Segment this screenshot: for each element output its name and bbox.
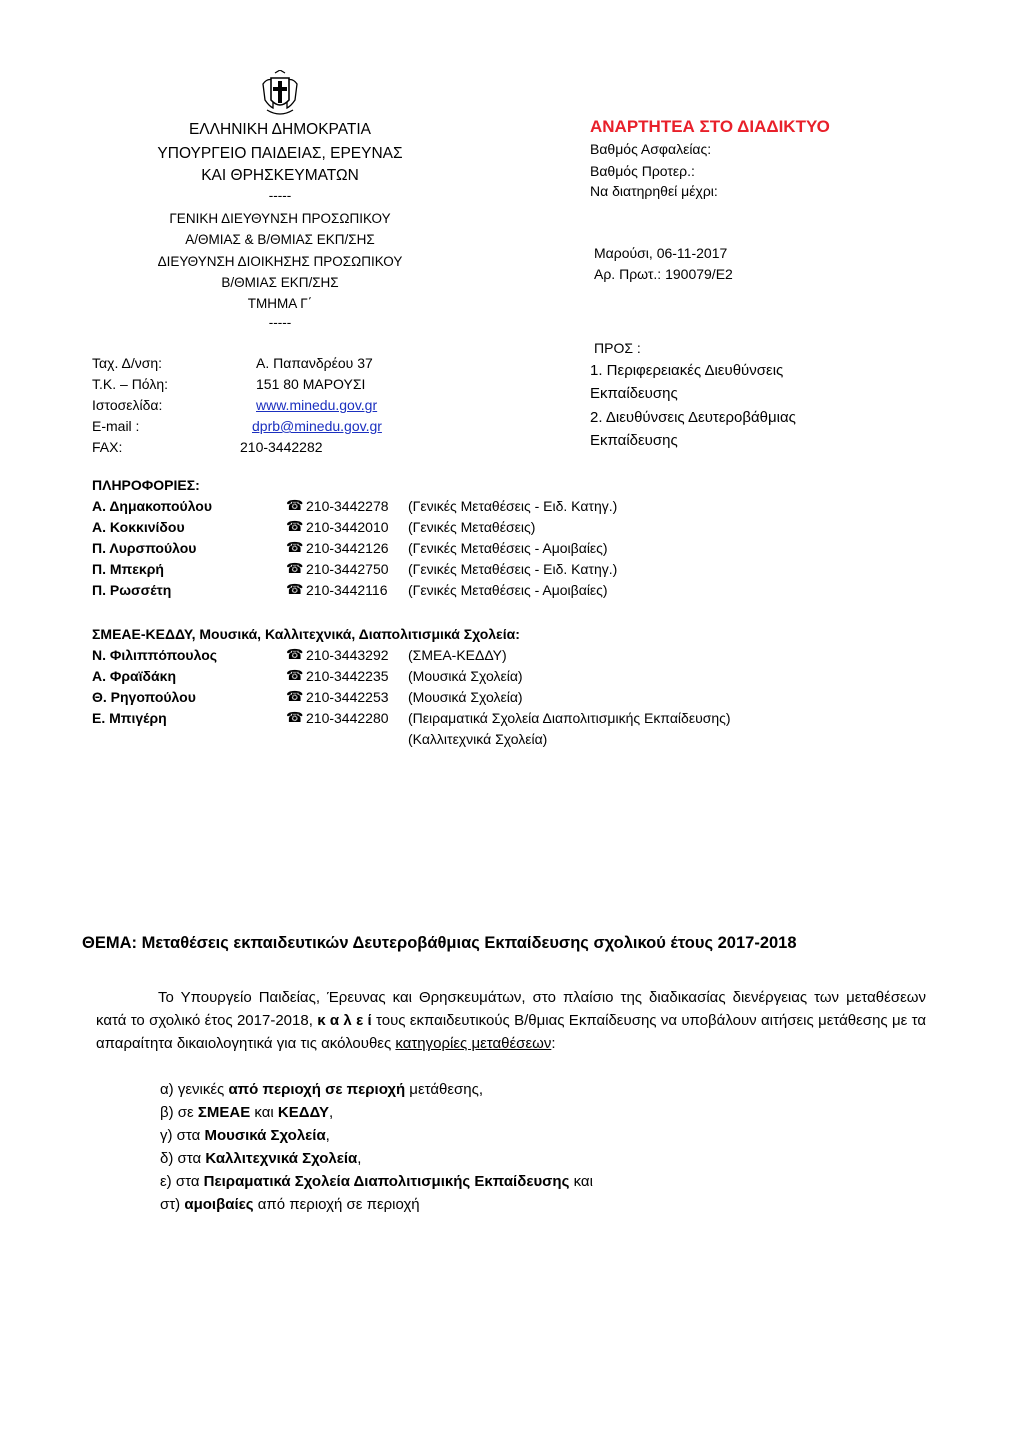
category-middle: και <box>250 1104 278 1121</box>
category-item <box>160 1104 333 1121</box>
contact-phone: 210-3443292 <box>306 647 389 663</box>
category-bold: Πειραματικά Σχολεία Διαπολιτισμικής Εκπαίδευσης <box>203 1173 570 1190</box>
contact-name: Θ. Ρηγοπούλου <box>92 689 196 705</box>
category-item <box>160 1127 330 1144</box>
category-prefix: δ) στα <box>160 1150 206 1167</box>
header-directorate-2: Β/ΘΜΙΑΣ ΕΚΠ/ΣΗΣ <box>221 275 339 290</box>
category-prefix: γ) στα <box>160 1127 205 1144</box>
category-item <box>160 1081 483 1098</box>
telephone-icon: ☎ <box>286 518 304 534</box>
website-label: Ιστοσελίδα: <box>92 397 163 413</box>
contact-name: Π. Μπεκρή <box>92 561 164 577</box>
contact-phone: 210-3442280 <box>306 710 389 726</box>
contact-name: Α. Φραϊδάκη <box>92 668 176 684</box>
category-suffix: , <box>357 1150 362 1167</box>
header-ministry: ΥΠΟΥΡΓΕΙΟ ΠΑΙΔΕΙΑΣ, ΕΡΕΥΝΑΣ <box>157 145 403 162</box>
category-suffix: και <box>569 1173 593 1190</box>
special-schools-heading: ΣΜΕΑΕ-ΚΕΔΔΥ, Μουσικά, Καλλιτεχνικά, Διαπολιτισμικά Σχολεία: <box>92 626 520 642</box>
contact-note: (ΣΜΕΑ-ΚΕΔΔΥ) <box>408 647 507 663</box>
telephone-icon: ☎ <box>286 709 304 725</box>
recipient-2-cont: Εκπαίδευσης <box>590 432 678 449</box>
header-separator-2: ----- <box>268 315 292 330</box>
telephone-icon: ☎ <box>286 539 304 555</box>
contact-phone: 210-3442116 <box>306 582 388 598</box>
publish-online-title: ΑΝΑΡΤΗΤΕΑ ΣΤΟ ΔΙΑΔΙΚΤΥΟ <box>590 117 830 136</box>
category-bold: ΣΜΕΑΕ <box>197 1104 251 1121</box>
email-link[interactable]: dprb@minedu.gov.gr <box>252 418 382 434</box>
contact-note: (Γενικές Μεταθέσεις - Αμοιβαίες) <box>408 582 608 598</box>
contact-note: (Γενικές Μεταθέσεις - Ειδ. Κατηγ.) <box>408 498 618 514</box>
category-suffix: μετάθεσης, <box>405 1081 484 1098</box>
category-suffix: , <box>325 1127 330 1144</box>
body-paragraph <box>96 986 926 1055</box>
body-kalei: κ α λ ε ί <box>317 1012 372 1029</box>
category-suffix: από περιοχή σε περιοχή <box>253 1196 420 1213</box>
contact-note: (Μουσικά Σχολεία) <box>408 689 523 705</box>
website-link[interactable]: www.minedu.gov.gr <box>256 397 378 413</box>
telephone-icon: ☎ <box>286 560 304 576</box>
recipient-2: 2. Διευθύνσεις Δευτεροβάθμιας <box>590 409 796 426</box>
recipient-1: 1. Περιφερειακές Διευθύνσεις <box>590 362 784 379</box>
telephone-icon: ☎ <box>286 667 304 683</box>
subject-line: ΘΕΜΑ: Μεταθέσεις εκπαιδευτικών Δευτεροβάθμιας Εκπαίδευσης σχολικού έτους 2017-2018 <box>82 934 797 952</box>
contact-name: Π. Λυρσπούλου <box>92 540 197 556</box>
contact-note-extra: (Καλλιτεχνικά Σχολεία) <box>408 731 548 747</box>
header-directorate: ΔΙΕΥΘΥΝΣΗ ΔΙΟΙΚΗΣΗΣ ΠΡΟΣΩΠΙΚΟΥ <box>157 254 403 269</box>
contact-name: Ε. Μπιγέρη <box>92 710 167 726</box>
category-bold: από περιοχή σε περιοχή <box>228 1081 406 1098</box>
category-prefix: ε) στα <box>160 1173 204 1190</box>
contact-note: (Γενικές Μεταθέσεις) <box>408 519 536 535</box>
category-prefix: α) γενικές <box>160 1081 229 1098</box>
category-suffix: , <box>328 1104 334 1121</box>
contact-phone: 210-3442126 <box>306 540 389 556</box>
recipient-1-cont: Εκπαίδευσης <box>590 385 678 402</box>
category-item <box>160 1150 361 1167</box>
document-date: Μαρούσι, 06-11-2017 <box>594 245 728 261</box>
contact-name: Π. Ρωσσέτη <box>92 582 172 598</box>
header-ministry-2: ΚΑΙ ΘΡΗΣΚΕΥΜΑΤΩΝ <box>201 167 359 184</box>
contact-name: Α. Κοκκινίδου <box>92 519 185 535</box>
contact-phone: 210-3442750 <box>306 561 389 577</box>
category-bold: Μουσικά Σχολεία <box>204 1127 326 1144</box>
header-general-directorate-2: Α/ΘΜΙΑΣ & Β/ΘΜΙΑΣ ΕΚΠ/ΣΗΣ <box>185 232 375 247</box>
contact-name: Ν. Φιλιππόπουλος <box>92 647 218 663</box>
telephone-icon: ☎ <box>286 497 304 513</box>
contact-phone: 210-3442278 <box>306 498 389 514</box>
body-text-1: Το Υπουργείο Παιδείας, Έρευνας και Θρησκευμάτων, στο πλαίσιο της διαδικασίας διενέργειας των μεταθέσεων κατά το σχολικό έτος 2017-2018, <box>96 989 926 1029</box>
header-separator: ----- <box>268 188 292 203</box>
greek-coat-of-arms-icon <box>259 70 301 118</box>
header-section: ΤΜΗΜΑ Γ΄ <box>247 296 313 311</box>
priority-level: Βαθμός Προτερ.: <box>590 163 695 179</box>
category-bold: αμοιβαίες <box>184 1196 254 1213</box>
security-level: Βαθμός Ασφαλείας: <box>590 141 712 157</box>
category-item <box>160 1196 420 1213</box>
header-country: ΕΛΛΗΝΙΚΗ ΔΗΜΟΚΡΑΤΙΑ <box>188 121 372 138</box>
body-categories-underlined: κατηγορίες μεταθέσεων <box>395 1035 552 1052</box>
contact-note: (Γενικές Μεταθέσεις - Αμοιβαίες) <box>408 540 608 556</box>
category-prefix: β) σε <box>160 1104 198 1121</box>
city-value: 151 80 ΜΑΡΟΥΣΙ <box>256 376 366 392</box>
body-text-2: τους εκπαιδευτικούς Β/θμιας Εκπαίδευσης να υποβάλουν αιτήσεις μετάθεσης με τα απαραίτητα δικαιολογητικά για τις ακόλουθες <box>96 1012 927 1052</box>
protocol-number: Αρ. Πρωτ.: 190079/Ε2 <box>594 266 733 282</box>
category-item <box>160 1173 593 1190</box>
retain-until: Να διατηρηθεί μέχρι: <box>590 183 718 199</box>
contact-phone: 210-3442235 <box>306 668 389 684</box>
contact-note: (Γενικές Μεταθέσεις - Ειδ. Κατηγ.) <box>408 561 618 577</box>
address-label: Ταχ. Δ/νση: <box>92 355 163 371</box>
city-label: Τ.Κ. – Πόλη: <box>92 376 169 392</box>
contact-phone: 210-3442010 <box>306 519 389 535</box>
address-value: Α. Παπανδρέου 37 <box>256 355 373 371</box>
fax-label: FAX: <box>92 439 123 455</box>
contact-note: (Πειραματικά Σχολεία Διαπολιτισμικής Εκπαίδευσης) <box>408 710 731 726</box>
contact-phone: 210-3442253 <box>306 689 389 705</box>
telephone-icon: ☎ <box>286 581 304 597</box>
info-heading: ΠΛΗΡΟΦΟΡΙΕΣ: <box>92 477 200 493</box>
recipients-label: ΠΡΟΣ : <box>594 340 641 356</box>
contact-name: Α. Δημακοπούλου <box>92 498 213 514</box>
email-label: E-mail : <box>92 418 140 434</box>
telephone-icon: ☎ <box>286 646 304 662</box>
header-general-directorate: ΓΕΝΙΚΗ ΔΙΕΥΘΥΝΣΗ ΠΡΟΣΩΠΙΚΟΥ <box>169 211 391 226</box>
body-colon: : <box>551 1035 556 1052</box>
telephone-icon: ☎ <box>286 688 304 704</box>
category-bold: Καλλιτεχνικά Σχολεία <box>205 1150 358 1167</box>
category-bold-2: ΚΕΔΔΥ <box>277 1104 329 1121</box>
contact-note: (Μουσικά Σχολεία) <box>408 668 523 684</box>
category-prefix: στ) <box>160 1196 185 1213</box>
fax-value: 210-3442282 <box>240 439 323 455</box>
